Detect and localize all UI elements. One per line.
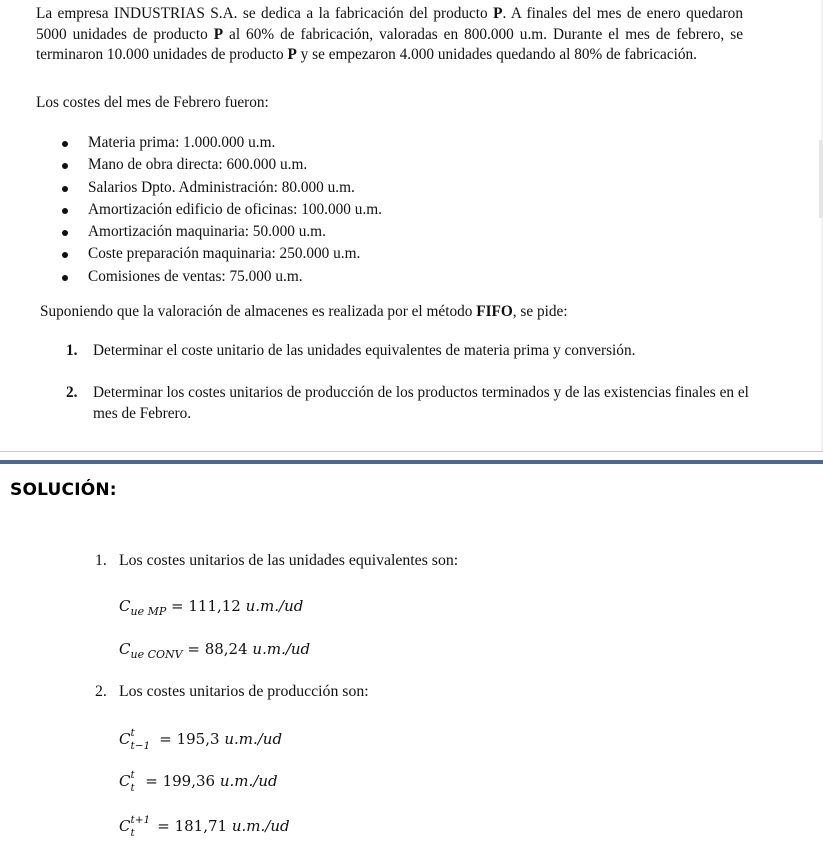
fifo-text-2: , se pide: (512, 303, 568, 320)
formula-cost-conv (119, 639, 310, 661)
intro-text-2: . A finales del mes de enero quedaron 5000 unidades de producto (36, 5, 743, 43)
cost-item-text: Mano de obra directa: 600.000 u.m. (88, 156, 308, 174)
divider-thick (0, 460, 823, 464)
cost-item (60, 244, 382, 266)
product-label-1: P (493, 5, 503, 22)
bullet-icon (62, 230, 68, 236)
cost-item-text: Materia prima: 1.000.000 u.m. (88, 134, 276, 151)
cost-item-text: Amortización edificio de oficinas: 100.000 u.m. (88, 200, 382, 218)
cost-item-text: Salarios Dpto. Administración: 80.000 u.m. (88, 178, 355, 196)
formula-subscript: t−1 (130, 740, 151, 752)
formula-subscript: t (130, 782, 135, 794)
formula-value: = 88,24 (182, 640, 253, 658)
bullet-icon (62, 141, 68, 147)
solution-text: Los costes unitarios de las unidades equivalentes son: (119, 552, 459, 569)
formula-var: C (119, 772, 131, 790)
formula-var: C (119, 730, 131, 748)
intro-text-1: La empresa INDUSTRIAS S.A. se dedica a la fabricación del producto (36, 5, 494, 22)
formula-cost-mp (119, 596, 303, 618)
formula-value: = 195,3 (154, 730, 225, 748)
intro-text-3: al 60% de fabricación, valoradas en 800.000 u.m. Durante el mes de febrero, se terminaron 10.000 unidades de producto (36, 25, 743, 63)
costs-heading: Los costes del mes de Febrero fueron: (36, 94, 269, 111)
cost-item (60, 200, 382, 222)
fifo-text-1: Suponiendo que la valoración de almacenes es realizada por el método (40, 303, 477, 320)
bullet-icon (62, 186, 68, 192)
solution-number: 2. (95, 683, 107, 700)
task-number: 1. (66, 342, 78, 359)
cost-item-text: Coste preparación maquinaria: 250.000 u.m. (88, 245, 361, 263)
formula-indices (130, 727, 154, 752)
formula-var: C (119, 817, 131, 835)
intro-text-4: y se empezaron 4.000 unidades quedando al 80% de fabricación. (296, 46, 697, 63)
bullet-icon (62, 252, 68, 258)
task-number: 2. (66, 384, 78, 401)
formula-superscript: t (130, 769, 135, 781)
formula-indices (130, 814, 152, 839)
formula-unit: u.m./ud (224, 730, 283, 748)
cost-item (60, 267, 382, 289)
solution-title: SOLUCIÓN: (10, 480, 117, 500)
cost-list (60, 133, 382, 289)
formula-unit: u.m./ud (245, 597, 304, 615)
formula-var: C (119, 640, 131, 658)
product-label-2: P (213, 25, 224, 43)
formula-unit: u.m./ud (219, 772, 278, 790)
fifo-statement (40, 302, 568, 322)
formula-unit: u.m./ud (231, 817, 290, 835)
formula-cost-next-period (119, 814, 290, 839)
cost-item (60, 133, 382, 155)
task-item (66, 382, 756, 424)
problem-statement (36, 4, 743, 66)
formula-value: = 199,36 (140, 772, 220, 790)
divider-thin (0, 451, 823, 452)
task-text: Determinar el coste unitario de las unidades equivalentes de materia prima y conversión. (93, 342, 636, 359)
solution-item-1 (95, 551, 458, 571)
formula-superscript: t+1 (130, 814, 151, 826)
product-label-3: P (287, 46, 297, 63)
task-item (66, 340, 756, 361)
formula-unit: u.m./ud (252, 640, 311, 658)
cost-item (60, 222, 382, 244)
cost-item (60, 155, 382, 177)
formula-value: = 111,12 (166, 597, 246, 615)
formula-subscript: t (130, 827, 135, 839)
cost-item-text: Comisiones de ventas: 75.000 u.m. (88, 267, 303, 285)
cost-item (60, 178, 382, 200)
formula-subscript: ue MP (130, 605, 167, 618)
intro-paragraph (36, 4, 743, 66)
formula-cost-curr-period (119, 769, 278, 794)
task-text: Determinar los costes unitarios de producción de los productos terminados y de las existencias finales en el mes de Febrero. (93, 384, 749, 422)
scrollbar-thumb[interactable] (819, 140, 823, 218)
bullet-icon (62, 208, 68, 214)
bullet-icon (62, 275, 68, 281)
fifo-label: FIFO (476, 303, 513, 320)
cost-item-text: Amortización maquinaria: 50.000 u.m. (88, 223, 326, 241)
solution-text: Los costes unitarios de producción son: (119, 683, 369, 700)
solution-number: 1. (95, 552, 107, 569)
bullet-icon (62, 163, 68, 169)
formula-value: = 181,71 (152, 817, 232, 835)
formula-indices (130, 769, 140, 794)
task-list (66, 340, 756, 424)
formula-subscript: ue CONV (130, 648, 183, 661)
formula-superscript: t (130, 727, 135, 739)
formula-cost-prev-period (119, 727, 283, 752)
formula-var: C (119, 597, 131, 615)
solution-item-2 (95, 682, 369, 702)
